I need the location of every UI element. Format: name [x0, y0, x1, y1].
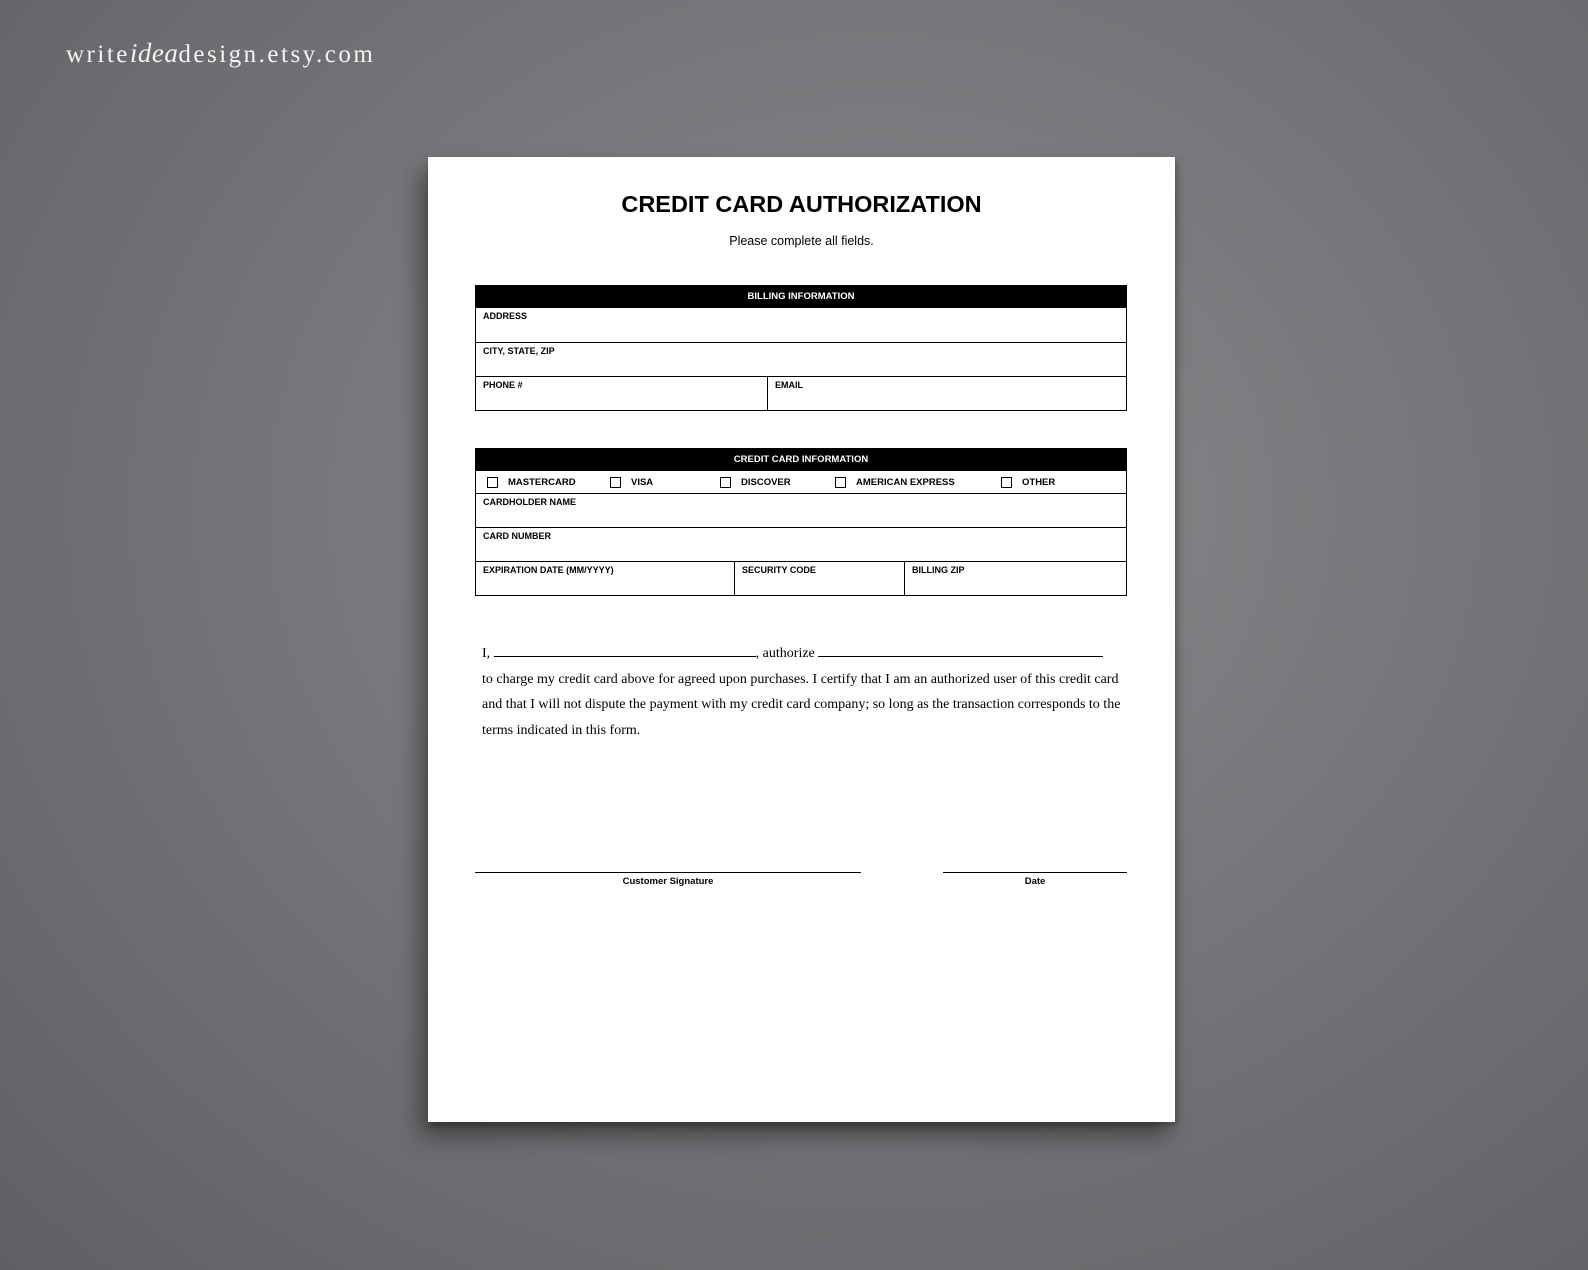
- card-number-field[interactable]: CARD NUMBER: [483, 531, 551, 541]
- address-row: [476, 308, 1126, 342]
- card-section: [475, 448, 1127, 596]
- watermark-middle: idea: [129, 38, 179, 68]
- customer-signature-label: Customer Signature: [622, 876, 714, 887]
- form-page: [428, 157, 1175, 1122]
- american-express-label: AMERICAN EXPRESS: [856, 477, 955, 488]
- american-express-checkbox[interactable]: [835, 477, 846, 488]
- card-type-visa[interactable]: [610, 477, 653, 488]
- form-title: CREDIT CARD AUTHORIZATION: [621, 191, 982, 217]
- cardholder-name-field[interactable]: CARDHOLDER NAME: [483, 497, 576, 507]
- authorization-text: [482, 639, 1122, 743]
- customer-signature-line[interactable]: [475, 872, 861, 873]
- authorization-lead: I,: [482, 646, 491, 661]
- city-state-zip-row: [476, 342, 1126, 376]
- security-code-field[interactable]: SECURITY CODE: [734, 562, 904, 595]
- watermark-prefix: write: [66, 41, 130, 68]
- expiration-field[interactable]: EXPIRATION DATE (MM/YYYY): [483, 565, 614, 575]
- card-type-row: [476, 471, 1126, 493]
- visa-label: VISA: [631, 477, 654, 488]
- authorization-first-line: [482, 639, 1122, 667]
- mastercard-checkbox[interactable]: [487, 477, 498, 488]
- visa-checkbox[interactable]: [610, 477, 621, 488]
- card-number-row: [476, 527, 1126, 561]
- discover-checkbox[interactable]: [720, 477, 731, 488]
- expiration-row: [476, 561, 1126, 595]
- date-line[interactable]: [943, 872, 1127, 873]
- cardholder-row: [476, 493, 1126, 527]
- billing-section: [475, 285, 1127, 411]
- address-field[interactable]: ADDRESS: [483, 311, 528, 321]
- city-state-zip-field[interactable]: CITY, STATE, ZIP: [483, 346, 555, 356]
- discover-label: DISCOVER: [741, 477, 791, 488]
- phone-field[interactable]: PHONE #: [483, 380, 523, 390]
- email-field[interactable]: EMAIL: [767, 377, 1126, 410]
- other-label: OTHER: [1022, 477, 1056, 488]
- authorization-authorize: , authorize: [755, 646, 815, 661]
- date-label: Date: [1024, 876, 1046, 887]
- other-checkbox[interactable]: [1001, 477, 1012, 488]
- mastercard-label: MASTERCARD: [508, 477, 576, 488]
- billing-header: BILLING INFORMATION: [476, 286, 1126, 308]
- card-type-discover[interactable]: [720, 477, 791, 488]
- card-header: CREDIT CARD INFORMATION: [476, 449, 1126, 471]
- name-blank[interactable]: [494, 639, 756, 657]
- authorization-body: to charge my credit card above for agreed upon purchases. I certify that I am an authorized user of this credit card and that I will not dispute the payment with my credit card company; so long as the transaction corresponds to the terms indicated in this form.: [482, 671, 1121, 738]
- watermark: [66, 38, 375, 69]
- merchant-blank[interactable]: [818, 639, 1103, 657]
- phone-email-row: [476, 376, 1126, 410]
- card-type-other[interactable]: [1001, 477, 1055, 488]
- watermark-suffix: design.etsy.com: [178, 41, 376, 68]
- form-subtitle: Please complete all fields.: [729, 234, 874, 248]
- card-type-american-express[interactable]: [835, 477, 955, 488]
- billing-zip-field[interactable]: BILLING ZIP: [904, 562, 1126, 595]
- card-type-mastercard[interactable]: [487, 477, 576, 488]
